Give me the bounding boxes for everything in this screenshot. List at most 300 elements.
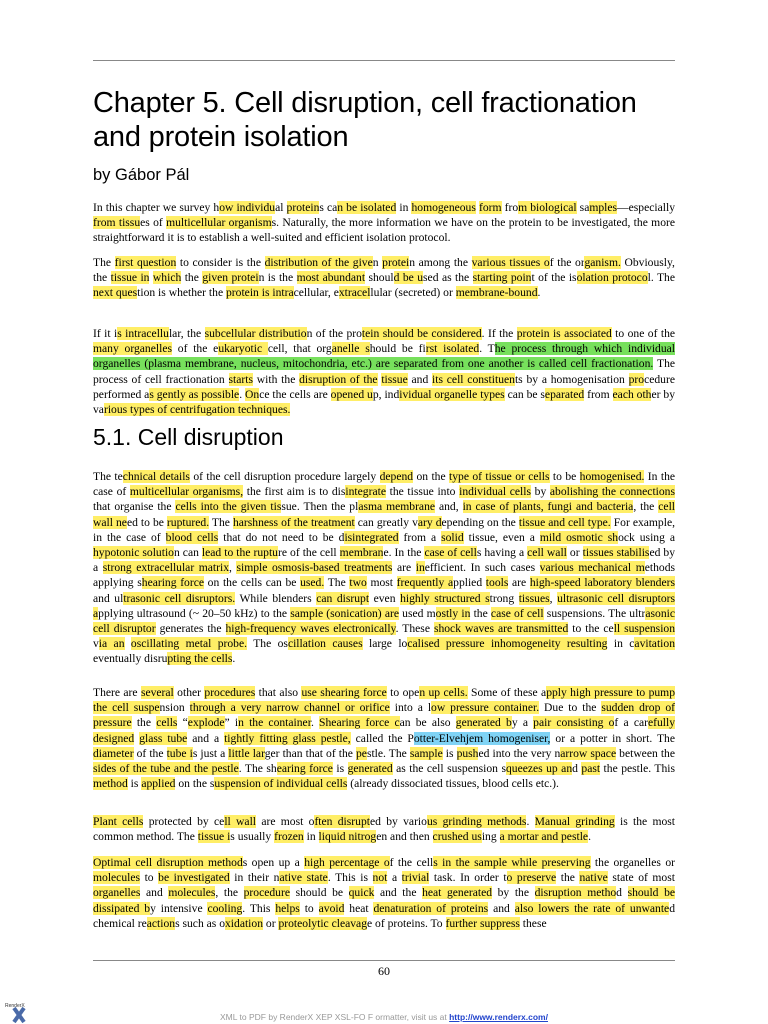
text-run: ed by vario [369,815,427,828]
highlight: shock waves are transmitted [433,622,569,636]
text-run: to be [549,470,580,483]
highlight: procedure [243,886,290,900]
text-run: t of the is [531,271,577,285]
text-run: and [407,372,433,386]
text-run: . [588,830,591,844]
highlight: opened u [330,387,373,401]
highlight: cells into the given tis [175,500,282,514]
text-run: n can [173,546,202,560]
text-run: . [526,815,535,828]
highlight: cillation causes [287,637,363,651]
text-run: by [531,485,550,499]
highlight: in [415,561,425,575]
highlight: method [93,777,128,791]
text-run: The te [93,470,123,483]
text-run: a [387,871,402,885]
text-run: ed into the very n [478,746,561,760]
highlight: ruptured. [166,515,210,529]
highlight: tissue [381,372,408,386]
text-run: the [556,871,580,885]
text-run: n among the [409,256,472,269]
highlight: liquid nitrog [318,830,377,844]
text-run: The process of cell fractionation [93,357,676,386]
text-run: sed as the [423,271,473,285]
highlight: d be u [393,271,424,285]
highlight: disruption metho [534,886,617,900]
highlight: given protei [202,271,259,285]
highlight: little lar [228,746,265,760]
highlight: from tissu [93,216,141,230]
highlight: be investigated [158,871,230,885]
text-run: is the most common method. The [93,815,676,844]
highlight: through a very narrow channel or orifice [189,701,390,715]
text-run: f the cell [389,856,434,869]
highlight: xidation [225,916,263,930]
highlight: first question [114,256,177,269]
highlight: abolishing the connections [549,485,675,499]
highlight: avoid [318,901,345,915]
highlight: high-speed laboratory blenders [529,576,675,590]
highlight: arrow space [560,746,617,760]
text-run: most [366,576,397,590]
highlight: tissues stabilis [582,546,650,560]
highlight: ary d [417,515,442,529]
paragraph-intracellular [93,326,675,417]
highlight: n be isolated [337,201,397,214]
highlight: several [140,686,174,699]
highlight: each oth [612,387,652,401]
text-run: (already dissociated tissues, blood cells etc.). [347,777,559,791]
text-run: d [572,762,582,776]
text-run: s. Naturally, the more information we have on the protein to be investigated, the more straightforward it is to establish a well-suited and efficient isolation protocol. [93,216,675,245]
highlight: most abundant [296,271,366,285]
highlight: tools [485,576,509,590]
text-run: are most o [256,815,315,828]
text-run: . This [242,901,276,915]
highlight: molecules [93,871,141,885]
text-run: and ul [93,591,124,605]
text-run: protected by ce [143,815,225,828]
text-run: . [239,387,246,401]
text-run: the pestle. This [600,762,676,776]
text-run: s just a [192,746,229,760]
text-run: on the s [175,777,215,791]
text-run: fro [501,201,519,214]
highlight: multicellular organisms, [129,485,244,499]
highlight: otter-Elvehjem homogeniser, [413,731,551,745]
highlight: blood cells [165,530,219,544]
highlight: isintegrated [344,530,399,544]
highlight: s gently as possible [149,387,240,401]
highlight: past [581,762,601,776]
text-run: of the e [171,342,219,356]
highlight: procedures [204,686,256,699]
text-run: s usually [230,830,275,844]
highlight: frequently a [396,576,454,590]
highlight: sudden drop of pressure [93,701,675,730]
text-run: en and then [376,830,433,844]
highlight: two [349,576,367,590]
highlight: avitation [634,637,675,651]
highlight: Shearing force c [319,716,400,730]
text-run: to ope [386,686,420,699]
highlight: quick [348,886,375,900]
highlight: sample [409,746,443,760]
text-run: trong [489,591,519,605]
text-run: or a potter in short. The [550,731,675,745]
highlight: highly structured s [400,591,490,605]
highlight: which [152,271,182,285]
text-run: sa [576,201,590,214]
text-run: . [537,286,541,300]
text-run: or [566,546,583,560]
highlight: oscillating metal probe. [130,637,248,651]
text-run: . These [395,622,434,636]
text-run: to [299,901,319,915]
text-run: ethods applying s [93,561,676,590]
text-run: d chemical re [93,901,675,930]
text-run: ” i [224,716,239,730]
text-run: is [332,762,348,776]
highlight: individual cells [459,485,532,499]
highlight: hearing force [141,576,205,590]
highlight: simple osmosis-based treatments [236,561,393,575]
highlight: pe [355,746,367,760]
text-run: ce the cells are [259,387,331,401]
text-run: the [181,271,203,285]
highlight: trivial [401,871,430,885]
text-run: If it i [93,327,118,340]
text-run: by the [492,886,535,900]
text-run: tissue, even a [463,530,540,544]
paragraph-plant-cells [93,814,675,844]
text-run: heat [344,901,374,915]
text-run: , the [215,886,244,900]
text-run: to one of the [611,327,676,340]
text-run: ts by a homogenisation [514,372,629,386]
highlight: queezes up an [505,762,573,776]
text-run: p, ind [372,387,400,401]
text-run: and [140,886,169,900]
highlight: starts [228,372,253,386]
text-run: , [549,591,558,605]
highlight: ow pressure container. [431,701,540,715]
highlight: strong extracellular matrix [102,561,230,575]
highlight: Manual grinding [534,815,615,828]
text-run: large lo [362,637,408,651]
highlight: ostly in [435,606,471,620]
text-run: as the cell suspension s [392,762,506,776]
highlight: calised pressure inhomogeneity resulting [407,637,608,651]
text-run: n of the pro [306,327,362,340]
text-run: that organise the [93,500,176,514]
highlight: rst isolated [425,342,480,356]
text-run: in their n [229,871,280,885]
highlight: eparated [544,387,585,401]
text-run: er by va [93,387,675,417]
chapter-title: Chapter 5. Cell disruption, cell fractionation and protein isolation [93,87,637,153]
text-run: in [303,830,319,844]
highlight: starting poin [472,271,532,285]
paragraph-shearing-force [93,685,675,791]
text-run: even [369,591,401,605]
page-number: 60 [378,964,390,978]
highlight: glass tube [139,731,188,745]
highlight: frozen [274,830,304,844]
highlight: lead to the ruptu [201,546,278,560]
paragraph-optimal-methods [93,855,675,931]
highlight: trasonic cell disruptors. [123,591,236,605]
highlight: m biological [518,201,577,214]
text-run: re of the cell [277,546,340,560]
text-run: , the [633,500,659,514]
text-run: efficient. In such cases [424,561,540,575]
text-run: Due to the [539,701,602,715]
text-run: and [488,901,515,915]
text-run: ock using a [618,530,675,544]
text-run: In the case of [93,470,676,499]
highlight: earing force [276,762,333,776]
highlight: n the container [238,716,311,730]
highlight: should be dissipated b [93,886,676,915]
highlight: chnical details [122,470,190,483]
text-run: from a [398,530,442,544]
highlight: form [478,201,502,214]
highlight: multicellular organism [166,216,272,230]
text-run: l. The [647,271,675,285]
text-run: in c [607,637,635,651]
highlight: pair consisting o [533,716,615,730]
highlight: ividual organelle types [399,387,505,401]
text-run: the first aim is to dis [243,485,346,499]
text-run: The [209,515,233,529]
highlight: diameter [93,746,134,760]
text-run: e of proteins. To [367,916,446,930]
text-run: epending on the [441,515,519,529]
highlight: high-frequency waves electronically [225,622,396,636]
text-run: ed to be [126,515,167,529]
highlight: he process through which individual organelles (plasma membrane, nucleus, mitochondria, etc.) are separated from one another is called cell fractionation. [93,342,676,371]
text-run: into a l [389,701,432,715]
highlight: harshness of the treatment [232,515,355,529]
highlight: heat generated [422,886,493,900]
text-run: tion is whether the [137,286,226,300]
highlight: protein is associated [516,327,612,340]
highlight: crushed us [432,830,482,844]
highlight: disruption of the [299,372,378,386]
text-run: these [519,916,547,930]
highlight: helps [275,901,300,915]
text-run: the [470,606,491,620]
highlight: ultrasonic cell disruptors a [93,591,676,620]
text-run: on the [413,470,450,483]
highlight: next ques [93,286,138,300]
text-run: —especially [617,201,675,214]
highlight: olation protoco [576,271,648,285]
highlight: proteolytic cleavag [278,916,367,930]
text-run: n is the [258,271,297,285]
text-run: that also [255,686,302,699]
highlight: applied [141,777,176,791]
highlight: also lowers the rate of unwante [514,901,670,915]
highlight: n up cells. [419,686,468,699]
footer-rule [93,960,675,961]
highlight: case of cell [490,606,544,620]
text-run: While blenders [235,591,317,605]
text-run: The [93,256,115,269]
text-run: is [127,777,142,791]
text-run: other [173,686,205,699]
text-run: state of most [607,871,675,885]
footer-link[interactable]: http://www.renderx.com/ [449,1012,548,1022]
highlight: membrane-bound [455,286,538,300]
text-run: nsion [159,701,190,715]
highlight: s intracellu [117,327,169,340]
highlight: xtracel [338,286,371,300]
highlight: anelle s [331,342,370,356]
text-run: The os [247,637,288,651]
text-run: There are [93,686,141,699]
text-run: f the or [549,256,585,269]
text-run: with the [253,372,300,386]
header-rule [93,60,675,61]
highlight: cooling [207,901,243,915]
text-run: y a [511,716,534,730]
text-run: Obviously, the [93,256,675,285]
text-run: or [263,916,279,930]
highlight: ganism. [584,256,621,269]
highlight: various tissues o [471,256,550,269]
highlight: distribution of the give [264,256,373,269]
text-run: shoul [365,271,394,285]
highlight: s in the sample while preserving [433,856,591,869]
text-run: eventually disru [93,652,168,666]
text-run: es of [140,216,167,230]
highlight: ll suspension [613,622,676,636]
text-run: stle. The [366,746,410,760]
highlight: ow individu [219,201,276,214]
text-run: of the [133,746,167,760]
text-run: s having a [476,546,528,560]
text-run: cell, that org [267,342,332,356]
highlight: subcellular distributio [204,327,307,340]
text-run: cellular, e [293,286,339,300]
text-run: f a car [614,716,648,730]
text-run: , [229,561,237,575]
text-run: and, [435,500,463,514]
text-run: generates the [155,622,226,636]
text-run: Some of these a [467,686,547,699]
text-run: al [275,201,287,214]
highlight: used. [300,576,325,590]
highlight: type of tissue or cells [449,470,550,483]
text-run: should be [289,886,349,900]
highlight: pro [628,372,645,386]
text-run: ing [481,830,500,844]
text-run: d [616,886,628,900]
text-run: called the P [350,731,414,745]
text-run: “ [177,716,188,730]
text-run: and a [187,731,225,745]
highlight: efully designed [93,716,676,745]
paragraph-technical-details [93,469,675,667]
text-run: s open up a [242,856,305,869]
highlight: ative state [279,871,328,885]
highlight: depend [379,470,414,483]
highlight: solid [441,530,464,544]
highlight: in case of plants, fungi and bacteria [462,500,634,514]
highlight: high percentage o [304,856,390,869]
highlight: mild osmotic sh [539,530,619,544]
highlight: homogeneous [411,201,476,214]
highlight: Optimal cell disruption method [93,856,243,869]
highlight: cell wall [527,546,567,560]
highlight: further suppress [445,916,520,930]
text-run: ger than that of the [264,746,356,760]
highlight: case of cell [424,546,477,560]
highlight: can disrupt [316,591,370,605]
text-run: to the ce [568,622,614,636]
highlight: sides of the tube and the pestle [93,762,239,776]
text-run: is [442,746,457,760]
highlight: action [146,916,176,930]
text-run: on the cells can be [204,576,301,590]
text-run: v [93,637,99,651]
highlight: cells [156,716,178,730]
text-run: . [310,716,320,730]
chapter-author: by Gábor Pál [93,166,190,184]
logo-label: RenderX [5,1003,25,1009]
highlight: protei [382,256,410,269]
highlight: tightly fitting glass pestle, [224,731,351,745]
text-run: task. In order t [429,871,507,885]
section-title: 5.1. Cell disruption [93,424,284,450]
highlight: push [456,746,479,760]
highlight: organelles [93,886,141,900]
text-run: In this chapter we survey h [93,201,220,214]
highlight: generated b [455,716,512,730]
highlight: various mechanical m [539,561,645,575]
highlight: asma membrane [358,500,436,514]
highlight: asonic cell disruptor [93,606,675,636]
highlight: sample (sonication) are [290,606,399,620]
highlight: many organelles [93,342,172,356]
highlight: explode [187,716,225,730]
highlight: tissue and cell type. [518,515,611,529]
highlight: cell wall ne [93,500,676,529]
text-run: y intensive [150,901,208,915]
highlight: its cell constituen [432,372,515,386]
text-run: . If the [481,327,517,340]
text-run: n [372,256,383,269]
text-run: used m [399,606,436,620]
text-run: from [584,387,613,401]
footer-text: XML to PDF by RenderX XEP XSL-FO F ormatter, visit us at [220,1012,450,1022]
text-run: ed by a [93,546,676,575]
highlight: o preserve [506,871,557,885]
highlight: pting the cells [167,652,233,666]
text-run: The [324,576,350,590]
text-run: lular (secreted) or [370,286,456,300]
highlight: not [372,871,388,885]
text-run: can be s [504,387,545,401]
highlight: rious types of centrifugation techniques. [103,403,291,417]
highlight: uspension of individual cells [214,777,348,791]
highlight: native [579,871,608,885]
paragraph-first-question [93,255,675,301]
text-run: of the cell disruption procedure largely [189,470,380,483]
text-run: can greatly v [354,515,418,529]
